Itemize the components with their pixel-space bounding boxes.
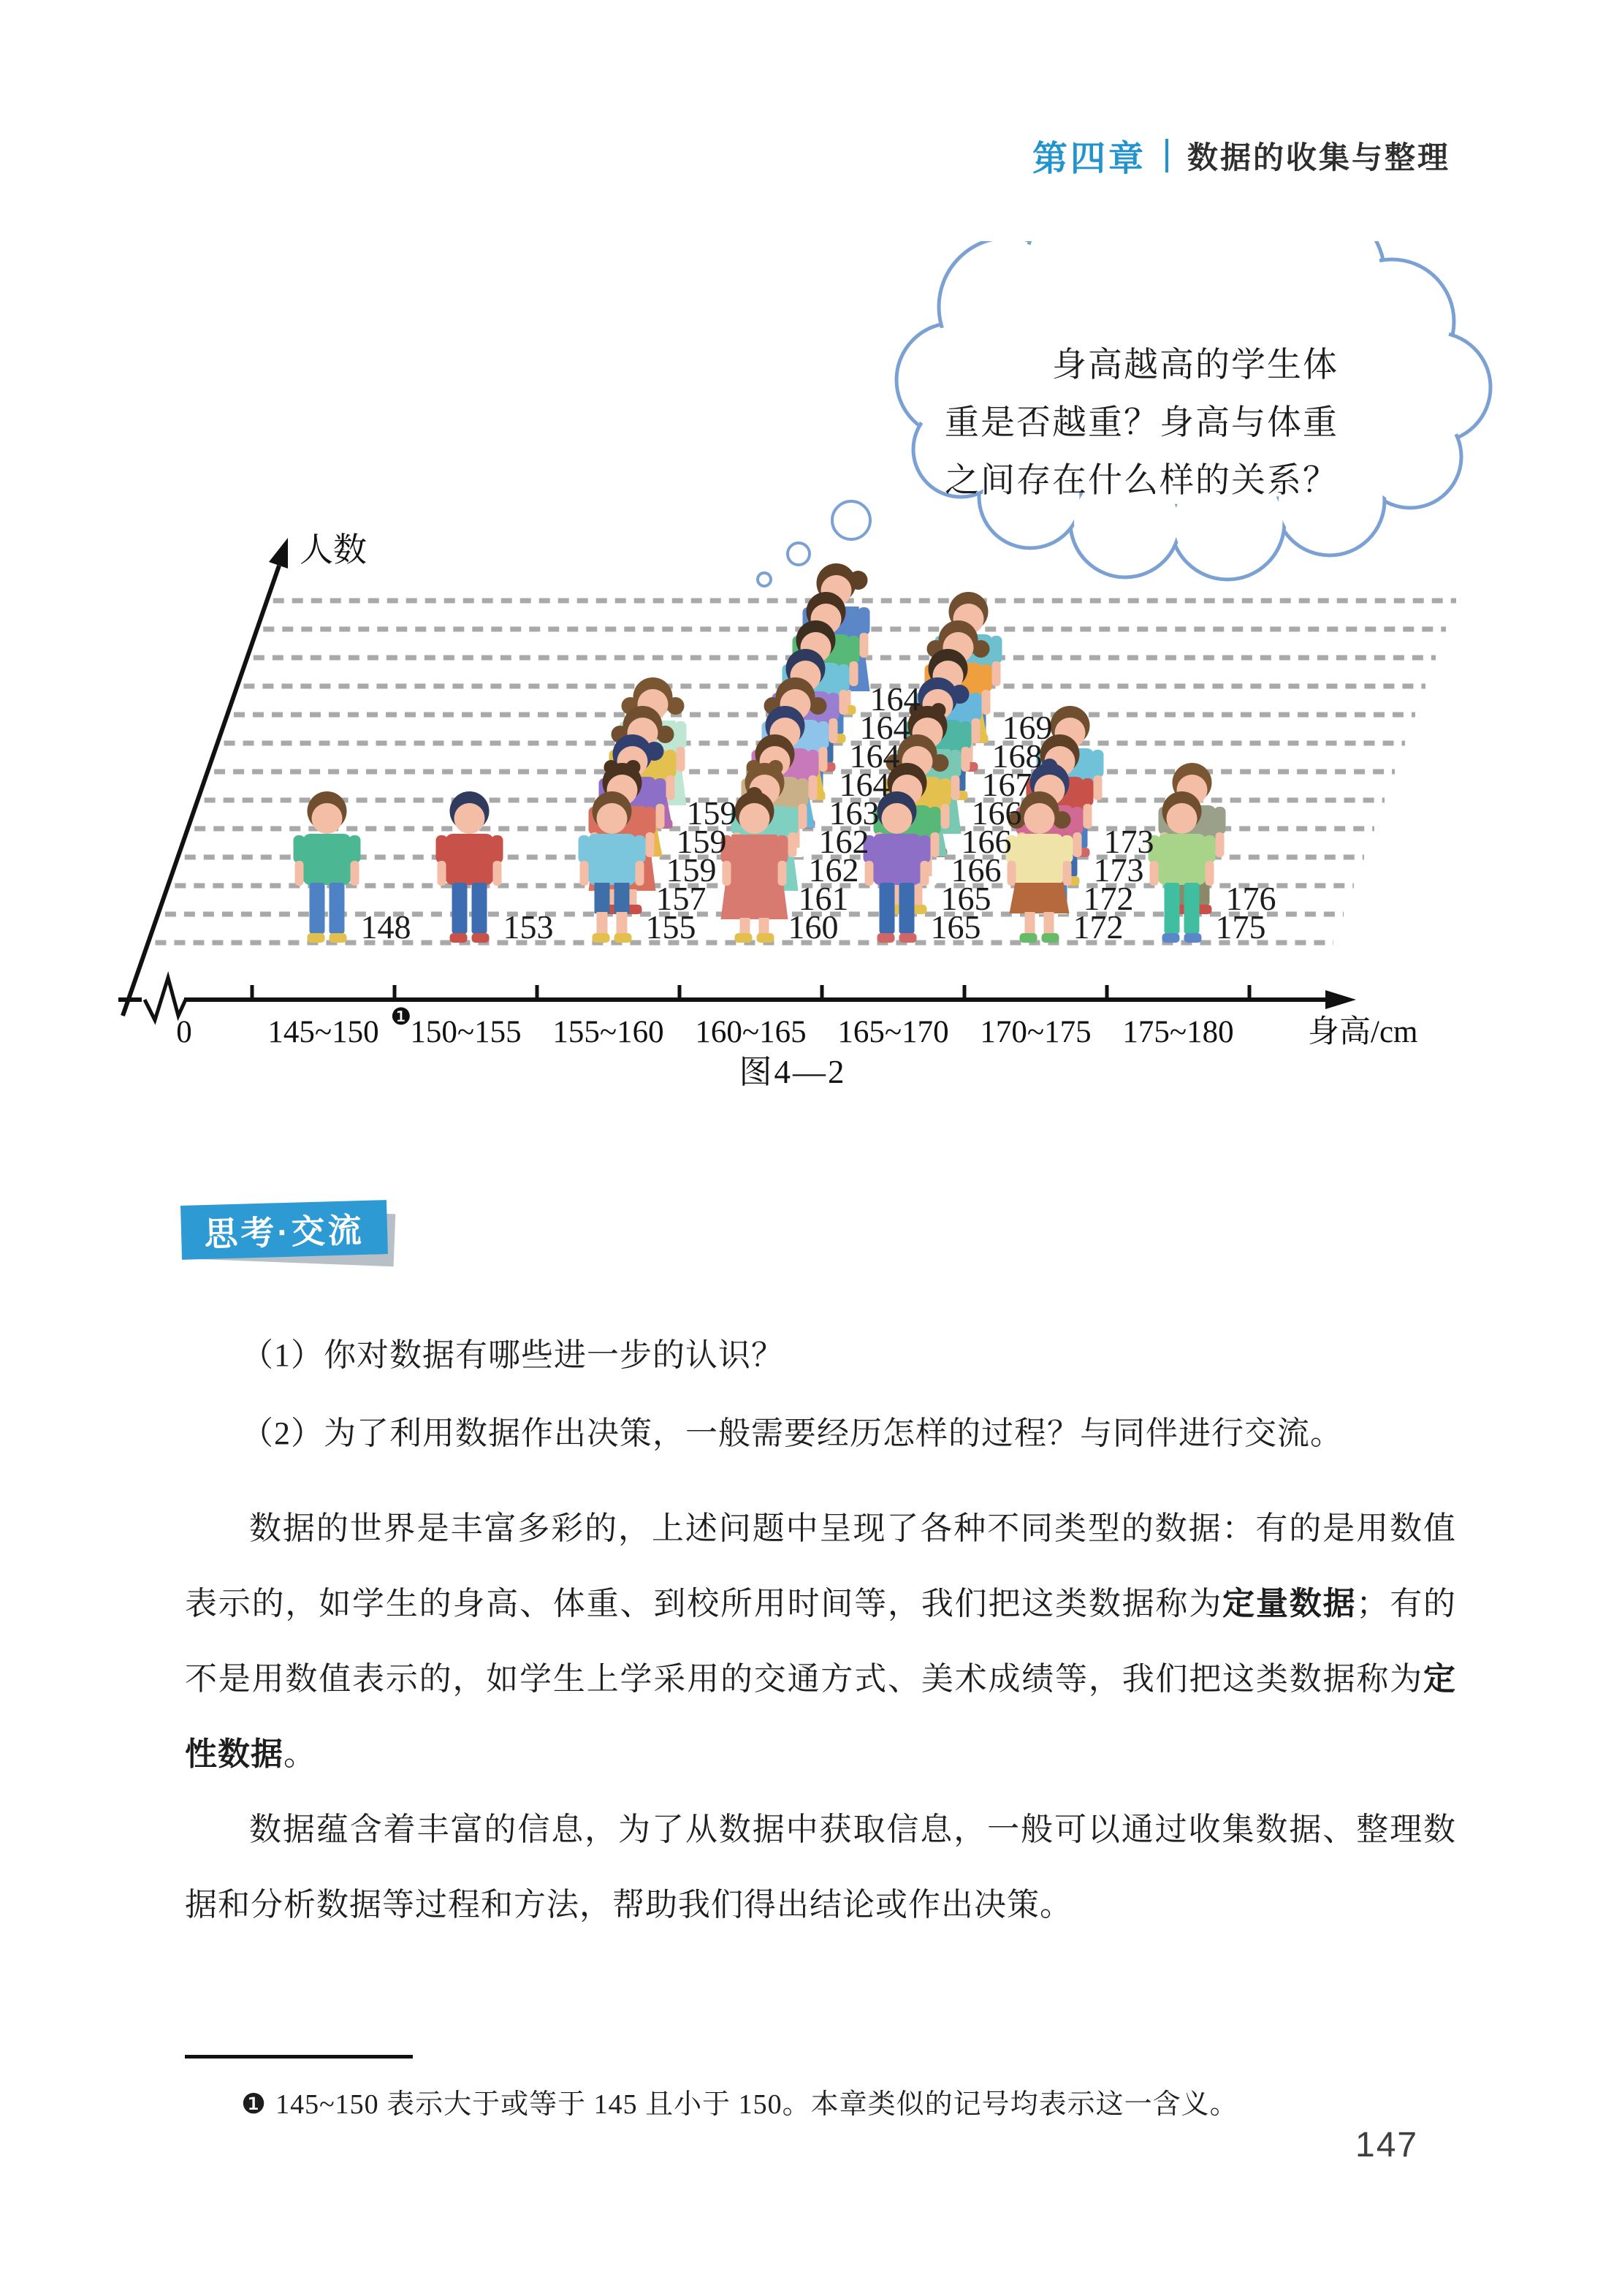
person-face <box>1167 803 1198 834</box>
height-value-label: 166 <box>961 823 1012 860</box>
thought-trail-bubble-icon <box>758 573 771 586</box>
height-value-label: 169 <box>1002 709 1053 746</box>
height-value-label: 162 <box>818 823 869 860</box>
height-value-label: 159 <box>686 794 737 832</box>
y-axis-label: 人数 <box>300 531 367 569</box>
footnote-marker: ❶ <box>241 2089 267 2120</box>
height-distribution-chart <box>118 531 1456 1090</box>
height-value-label: 164 <box>849 737 900 775</box>
thought-bubble <box>758 241 1490 586</box>
person-shoe <box>593 933 610 943</box>
page-header <box>1032 130 1450 180</box>
person-shoe <box>614 933 632 943</box>
height-value-label: 173 <box>1103 823 1154 860</box>
x-axis-category: 145~150 <box>267 1015 379 1049</box>
person-shoe <box>1042 933 1059 943</box>
height-value-label: 166 <box>971 794 1022 832</box>
person-shoe <box>1020 933 1037 943</box>
person-shoe <box>450 933 468 943</box>
height-value-label: 155 <box>645 908 696 946</box>
person-face <box>597 803 628 834</box>
person-face <box>454 803 485 834</box>
person-face <box>882 803 913 834</box>
height-value-label: 168 <box>991 737 1043 775</box>
person-shoe <box>308 933 325 943</box>
height-value-label: 162 <box>808 851 859 889</box>
x-axis-category: 150~155 <box>410 1015 522 1049</box>
figure-column-145~150 <box>294 791 361 943</box>
paragraph-text: ；有的不是用数值表示的，如学生上学采用的交通方式、美术成绩等，我们把这类数据称为 <box>185 1586 1457 1697</box>
chapter-label: 第四章 <box>1032 140 1146 178</box>
footnote-text: 145~150 表示大于或等于 145 且小于 150。本章类似的记号均表示这一含义。 <box>275 2089 1238 2120</box>
term-qualitative-data: 定性数据 <box>185 1661 1456 1772</box>
person-face <box>312 803 343 834</box>
x-axis-label: 身高/cm <box>1308 1015 1418 1049</box>
height-value-label: 159 <box>666 851 717 889</box>
height-value-label: 161 <box>798 880 849 917</box>
person-shoe <box>757 933 774 943</box>
paragraph-data-info: 数据蕴含着丰富的信息，为了从数据中获取信息，一般可以通过收集数据、整理数据和分析数据等过程和方法，帮助我们得出结论或作出决策。 <box>185 1812 1456 1923</box>
x-axis-category: 160~165 <box>695 1015 807 1049</box>
person-shoe <box>899 933 917 943</box>
figure-4-2-height-pictograph <box>0 241 1622 1111</box>
height-value-label: 165 <box>930 908 981 946</box>
height-value-label: 172 <box>1083 880 1134 917</box>
height-value-label: 176 <box>1225 880 1276 917</box>
height-value-label: 166 <box>951 851 1002 889</box>
height-value-label: 164 <box>839 766 890 803</box>
person-shoe <box>1162 933 1180 943</box>
thought-bubble-text: 之间存在什么样的关系？ <box>945 462 1339 500</box>
height-value-label: 157 <box>655 880 707 917</box>
header-divider <box>1165 139 1168 172</box>
height-value-label: 164 <box>859 709 910 746</box>
person-shoe <box>735 933 753 943</box>
x-axis-category: 155~160 <box>552 1015 664 1049</box>
person-figure <box>294 791 361 943</box>
thought-trail-bubble-icon <box>832 501 870 539</box>
person-figure <box>436 791 503 943</box>
badge-label: 思考·交流 <box>180 1200 388 1260</box>
thought-trail-bubble-icon <box>788 543 810 565</box>
paragraph-text: 。 <box>283 1736 316 1772</box>
person-shoe <box>472 933 490 943</box>
figure-caption: 图4—2 <box>739 1054 847 1090</box>
height-value-label: 148 <box>360 908 411 946</box>
height-value-label: 159 <box>676 823 727 860</box>
page-number: 147 <box>1355 2126 1419 2164</box>
question-2: （2）为了利用数据作出决策，一般需要经历怎样的过程？与同伴进行交流。 <box>241 1415 1343 1451</box>
thought-bubble-text: 身高越高的学生体 <box>1052 346 1339 384</box>
question-1: （1）你对数据有哪些进一步的认识？ <box>241 1337 784 1373</box>
x-axis-category: 175~180 <box>1122 1015 1234 1049</box>
y-axis-line <box>123 566 279 1016</box>
person-shoe <box>1184 933 1202 943</box>
axes <box>118 538 1356 1020</box>
footnote-marker-sup: ❶ <box>390 1003 412 1030</box>
height-value-label: 164 <box>869 680 921 718</box>
x-axis-category: 170~175 <box>980 1015 1092 1049</box>
thought-bubble-text: 重是否越重？身高与体重 <box>945 404 1339 442</box>
height-value-label: 172 <box>1073 908 1124 946</box>
body-text <box>185 1491 1456 1942</box>
height-value-label: 153 <box>503 908 554 946</box>
person-shoe <box>330 933 347 943</box>
paragraph-data-types <box>185 1491 1456 1792</box>
think-communicate-badge <box>181 1200 400 1267</box>
footnote-divider <box>185 2055 413 2059</box>
paragraph-text: 数据的世界是丰富多彩的，上述问题中呈现了各种不同类型的数据：有的是用数值表示的，如学生的身高、体重、到校所用时间等，我们把这类数据称为 <box>185 1510 1456 1622</box>
x-axis-category: 165~170 <box>837 1015 949 1049</box>
figure-column-150~155 <box>436 791 503 943</box>
height-value-label: 175 <box>1215 908 1266 946</box>
person-shoe <box>877 933 895 943</box>
height-value-label: 163 <box>829 794 880 832</box>
person-face <box>739 803 770 834</box>
height-value-label: 160 <box>788 908 839 946</box>
term-quantitative-data: 定量数据 <box>1222 1586 1357 1622</box>
height-value-label: 173 <box>1093 851 1144 889</box>
height-value-label: 165 <box>940 880 991 917</box>
person-face <box>1024 803 1055 834</box>
chapter-title: 数据的收集与整理 <box>1187 140 1450 175</box>
y-axis-arrow-icon <box>269 538 288 569</box>
height-value-label: 167 <box>981 766 1032 803</box>
origin-label: 0 <box>176 1015 192 1049</box>
footnote <box>241 2081 1425 2121</box>
x-axis-arrow-icon <box>1325 990 1356 1009</box>
